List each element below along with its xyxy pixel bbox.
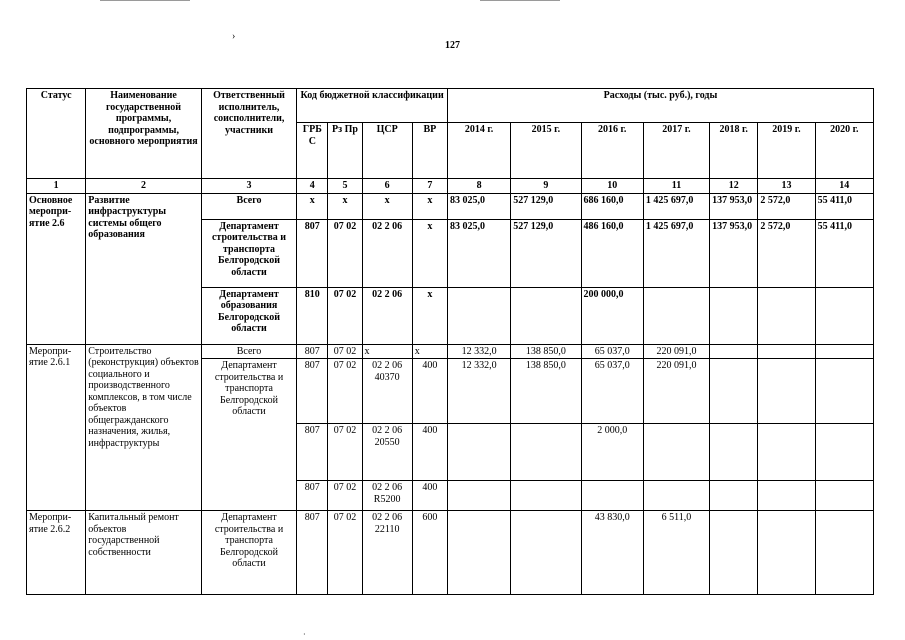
value-cell: 137 953,0 — [710, 193, 758, 219]
column-number: 14 — [815, 179, 873, 194]
grbs-cell: 810 — [297, 287, 328, 344]
column-number: 9 — [511, 179, 581, 194]
value-cell — [710, 287, 758, 344]
value-cell — [447, 511, 510, 595]
grbs-cell: 807 — [297, 219, 328, 287]
value-cell: 200 000,0 — [581, 287, 643, 344]
status-cell: Меропри-ятие 2.6.2 — [27, 511, 86, 595]
value-cell — [815, 511, 873, 595]
value-cell: 6 511,0 — [643, 511, 709, 595]
table-row — [27, 344, 874, 359]
header-executor: Ответственный исполнитель, соисполнители, участники — [201, 89, 296, 179]
value-cell — [643, 287, 709, 344]
value-cell — [643, 481, 709, 511]
value-cell — [447, 481, 510, 511]
value-cell — [758, 424, 815, 481]
csr-cell: 02 2 06 — [362, 287, 412, 344]
value-cell: 65 037,0 — [581, 344, 643, 359]
value-cell: 55 411,0 — [815, 219, 873, 287]
scan-edge-line — [480, 0, 560, 1]
column-number: 8 — [447, 179, 510, 194]
header-year: 2014 г. — [447, 123, 510, 179]
table-row — [27, 193, 874, 219]
grbs-cell: 807 — [297, 344, 328, 359]
value-cell — [758, 481, 815, 511]
column-number: 12 — [710, 179, 758, 194]
header-rzpr: Рз Пр — [328, 123, 362, 179]
column-number-row — [27, 179, 874, 194]
csr-cell: 02 2 06 40370 — [362, 359, 412, 424]
rzpr-cell: 07 02 — [328, 424, 362, 481]
value-cell — [511, 481, 581, 511]
value-cell: 2 572,0 — [758, 193, 815, 219]
stray-dot: · — [303, 630, 306, 639]
grbs-cell: 807 — [297, 511, 328, 595]
rzpr-cell: 07 02 — [328, 511, 362, 595]
csr-cell: 02 2 06 22110 — [362, 511, 412, 595]
grbs-cell: 807 — [297, 424, 328, 481]
rzpr-cell: 07 02 — [328, 219, 362, 287]
value-cell — [710, 344, 758, 359]
value-cell — [710, 359, 758, 424]
column-number: 13 — [758, 179, 815, 194]
header-year: 2020 г. — [815, 123, 873, 179]
value-cell: 220 091,0 — [643, 359, 709, 424]
value-cell: 527 129,0 — [511, 193, 581, 219]
status-cell: Основное меропри-ятие 2.6 — [27, 193, 86, 344]
vr-cell: 600 — [412, 511, 447, 595]
header-year: 2017 г. — [643, 123, 709, 179]
value-cell: 137 953,0 — [710, 219, 758, 287]
grbs-cell: 807 — [297, 481, 328, 511]
value-cell: 138 850,0 — [511, 344, 581, 359]
value-cell — [758, 511, 815, 595]
header-year: 2016 г. — [581, 123, 643, 179]
header-year: 2019 г. — [758, 123, 815, 179]
value-cell — [815, 359, 873, 424]
header-status: Статус — [27, 89, 86, 179]
column-number: 11 — [643, 179, 709, 194]
column-number: 5 — [328, 179, 362, 194]
value-cell — [815, 344, 873, 359]
header-year: 2018 г. — [710, 123, 758, 179]
executor-cell: Департамент строительства и транспорта Белгородской области — [201, 511, 296, 595]
column-number: 3 — [201, 179, 296, 194]
value-cell — [643, 424, 709, 481]
value-cell: 1 425 697,0 — [643, 193, 709, 219]
value-cell: 2 000,0 — [581, 424, 643, 481]
value-cell — [815, 287, 873, 344]
grbs-cell: х — [297, 193, 328, 219]
csr-cell: 02 2 06 R5200 — [362, 481, 412, 511]
vr-cell: х — [412, 219, 447, 287]
value-cell — [710, 424, 758, 481]
value-cell — [758, 344, 815, 359]
csr-cell: х — [362, 344, 412, 359]
budget-table — [26, 88, 874, 595]
column-number: 1 — [27, 179, 86, 194]
value-cell — [447, 287, 510, 344]
value-cell: 65 037,0 — [581, 359, 643, 424]
rzpr-cell: 07 02 — [328, 359, 362, 424]
scan-edge-line — [100, 0, 190, 1]
table-row — [27, 511, 874, 595]
value-cell: 43 830,0 — [581, 511, 643, 595]
header-grbs: ГРБ С — [297, 123, 328, 179]
executor-cell: Департамент строительства и транспорта Белгородской области — [201, 219, 296, 287]
page-number: 127 — [445, 40, 460, 51]
rzpr-cell: 07 02 — [328, 344, 362, 359]
value-cell — [758, 287, 815, 344]
csr-cell: 02 2 06 20550 — [362, 424, 412, 481]
value-cell — [710, 481, 758, 511]
vr-cell: х — [412, 193, 447, 219]
stray-mark: › — [232, 31, 236, 42]
header-row — [27, 89, 874, 123]
value-cell: 55 411,0 — [815, 193, 873, 219]
column-number: 10 — [581, 179, 643, 194]
csr-cell: 02 2 06 — [362, 219, 412, 287]
value-cell — [511, 511, 581, 595]
rzpr-cell: 07 02 — [328, 287, 362, 344]
program-cell: Капитальный ремонт объектов государственной собственности — [86, 511, 202, 595]
header-expenses: Расходы (тыс. руб.), годы — [447, 89, 873, 123]
value-cell: 12 332,0 — [447, 359, 510, 424]
column-number: 4 — [297, 179, 328, 194]
header-csr: ЦСР — [362, 123, 412, 179]
value-cell: 486 160,0 — [581, 219, 643, 287]
column-number: 7 — [412, 179, 447, 194]
program-cell: Развитие инфраструктуры системы общего образования — [86, 193, 202, 344]
vr-cell: х — [412, 344, 447, 359]
value-cell: 527 129,0 — [511, 219, 581, 287]
executor-cell: Всего — [201, 344, 296, 359]
value-cell: 2 572,0 — [758, 219, 815, 287]
executor-cell: Департамент строительства и транспорта Белгородской области — [201, 359, 296, 511]
rzpr-cell: х — [328, 193, 362, 219]
value-cell: 83 025,0 — [447, 219, 510, 287]
value-cell: 220 091,0 — [643, 344, 709, 359]
executor-cell: Всего — [201, 193, 296, 219]
value-cell: 12 332,0 — [447, 344, 510, 359]
header-vr: ВР — [412, 123, 447, 179]
value-cell — [815, 481, 873, 511]
status-cell: Меропри-ятие 2.6.1 — [27, 344, 86, 511]
csr-cell: х — [362, 193, 412, 219]
value-cell — [511, 424, 581, 481]
program-cell: Строительство (реконструкция) объектов социального и производственного комплексов, в том числе объектов общегражданского назначения, жилья, инфраструктуры — [86, 344, 202, 511]
value-cell: 686 160,0 — [581, 193, 643, 219]
vr-cell: 400 — [412, 481, 447, 511]
header-program: Наименование государственной программы, подпрограммы, основного мероприятия — [86, 89, 202, 179]
value-cell — [581, 481, 643, 511]
value-cell — [511, 287, 581, 344]
executor-cell: Департамент образования Белгородской области — [201, 287, 296, 344]
vr-cell: 400 — [412, 424, 447, 481]
value-cell: 83 025,0 — [447, 193, 510, 219]
value-cell: 1 425 697,0 — [643, 219, 709, 287]
value-cell — [447, 424, 510, 481]
grbs-cell: 807 — [297, 359, 328, 424]
value-cell — [758, 359, 815, 424]
column-number: 6 — [362, 179, 412, 194]
header-year: 2015 г. — [511, 123, 581, 179]
header-budget-code: Код бюджетной классификации — [297, 89, 448, 123]
vr-cell: х — [412, 287, 447, 344]
value-cell — [815, 424, 873, 481]
value-cell — [710, 511, 758, 595]
column-number: 2 — [86, 179, 202, 194]
rzpr-cell: 07 02 — [328, 481, 362, 511]
vr-cell: 400 — [412, 359, 447, 424]
value-cell: 138 850,0 — [511, 359, 581, 424]
